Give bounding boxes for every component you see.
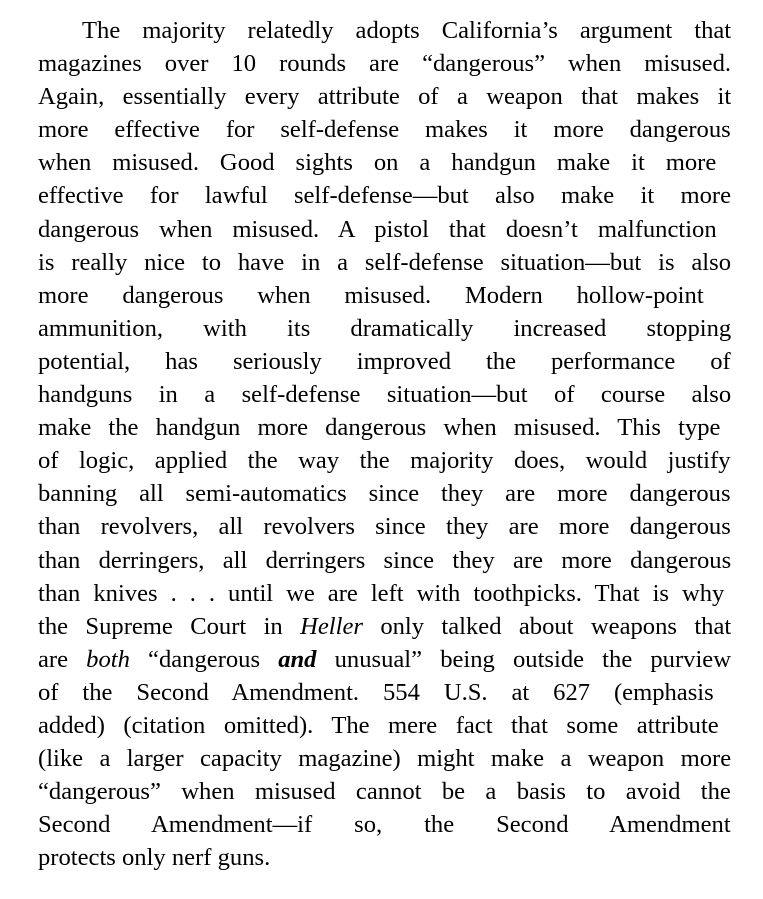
- paragraph-line: of logic, applied the way the majority does, would justify: [38, 447, 731, 475]
- paragraph-line: Second Amendment—if so, the Second Amendment: [38, 811, 731, 839]
- line-text: “dangerous: [129, 645, 279, 673]
- paragraph-line: [38, 643, 731, 676]
- line-text: the Supreme Court in: [38, 612, 301, 640]
- paragraph-line: than knives . . . until we are left with toothpicks. That is why: [38, 579, 725, 607]
- paragraph-line: Again, essentially every attribute of a weapon that makes it: [38, 83, 732, 111]
- case-name-heller: Heller: [300, 612, 363, 640]
- paragraph-line: potential, has seriously improved the performance of: [38, 347, 731, 375]
- paragraph-line: of the Second Amendment. 554 U.S. at 627 (emphasis: [38, 678, 714, 706]
- paragraph-line: (like a larger capacity magazine) might make a weapon more: [38, 745, 732, 773]
- paragraph-line: than derringers, all derringers since they are more dangerous: [38, 546, 732, 574]
- paragraph-line: “dangerous” when misused cannot be a basis to avoid the: [38, 778, 731, 806]
- paragraph-line: than revolvers, all revolvers since they are more dangerous: [38, 513, 731, 541]
- line-text: only talked about weapons that: [362, 612, 732, 640]
- paragraph-line: added) (citation omitted). The mere fact that some attribute: [38, 711, 719, 739]
- opinion-page: [38, 14, 731, 874]
- paragraph-line: more dangerous when misused. Modern hollow-point: [38, 281, 704, 309]
- paragraph-line: magazines over 10 rounds are “dangerous” when misused.: [38, 50, 732, 78]
- paragraph-line: more effective for self-defense makes it more dangerous: [38, 116, 731, 144]
- paragraph-line: is really nice to have in a self-defense situation—but is also: [38, 248, 731, 276]
- line-text: unusual” being outside the purview: [316, 645, 731, 673]
- paragraph-line: dangerous when misused. A pistol that doesn’t malfunction: [38, 215, 717, 243]
- opinion-paragraph: [38, 14, 731, 874]
- line-text: are: [38, 645, 87, 673]
- paragraph-line: handguns in a self-defense situation—but of course also: [38, 381, 732, 409]
- paragraph-line: make the handgun more dangerous when misused. This type: [38, 414, 721, 442]
- paragraph-line: banning all semi-automatics since they are more dangerous: [38, 480, 731, 508]
- paragraph-line: effective for lawful self-defense—but also make it more: [38, 182, 732, 210]
- emphasis-both: both: [86, 645, 130, 673]
- paragraph-line: when misused. Good sights on a handgun make it more: [38, 149, 717, 177]
- emphasis-and: and: [278, 645, 317, 673]
- paragraph-line: [38, 610, 731, 643]
- paragraph-line: protects only nerf guns.: [38, 844, 271, 872]
- paragraph-line: The majority relatedly adopts California’s argument that: [82, 17, 732, 44]
- paragraph-line: ammunition, with its dramatically increased stopping: [38, 314, 732, 342]
